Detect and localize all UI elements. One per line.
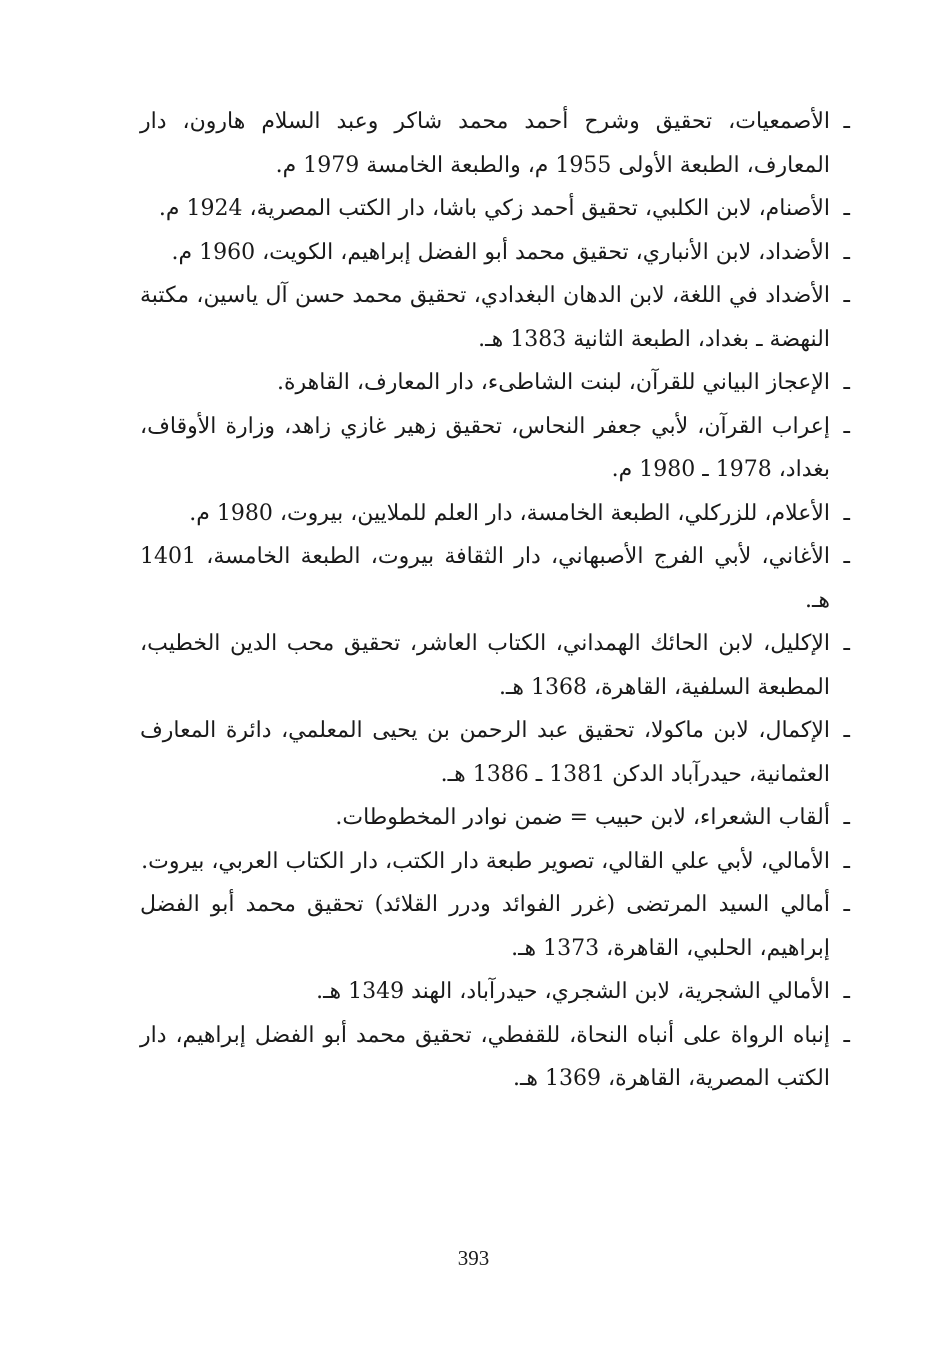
bibliography-entry (140, 274, 850, 361)
page-number: 393 (457, 1246, 490, 1270)
bibliography-entry (140, 100, 850, 187)
bibliography-entry (140, 796, 850, 840)
entry-dash: ـ (843, 544, 850, 569)
entry-dash: ـ (843, 979, 850, 1004)
entry-dash: ـ (843, 718, 850, 743)
bibliography-entry (140, 405, 850, 492)
entry-dash: ـ (843, 283, 850, 308)
entry-text: الأضداد، لابن الأنباري، تحقيق محمد أبو الفضل إبراهيم، الكويت، 1960 م. (171, 239, 830, 265)
entry-text: الأصنام، لابن الكلبي، تحقيق أحمد زكي باشا، دار الكتب المصرية، 1924 م. (158, 196, 830, 221)
entry-text: الأمالي، لأبي علي القالي، تصوير طبعة دار الكتب، دار الكتاب العربي، بيروت. (141, 848, 830, 874)
entry-text: الإعجاز البياني للقرآن، لبنت الشاطىء، دار المعارف، القاهرة. (277, 370, 830, 395)
bibliography-entry (140, 187, 850, 231)
entry-text: الأعلام، للزركلي، الطبعة الخامسة، دار العلم للملايين، بيروت، 1980 م. (189, 500, 830, 526)
bibliography-entry (140, 1014, 850, 1101)
entry-text: الإكليل، لابن الحائك الهمداني، الكتاب العاشر، تحقيق محب الدين الخطيب، المطبعة السلفية، القاهرة، 1368 هـ. (140, 631, 830, 700)
entry-text: الأضداد في اللغة، لابن الدهان البغدادي، تحقيق محمد حسن آل ياسين، مكتبة النهضة ـ بغداد، الطبعة الثانية 1383 هـ. (140, 283, 831, 352)
entry-dash: ـ (843, 196, 850, 221)
bibliography-entry (140, 970, 850, 1014)
entry-text: ألقاب الشعراء، لابن حبيب = ضمن نوادر المخطوطات. (335, 805, 830, 830)
bibliography-entry (140, 231, 850, 275)
bibliography-entry (140, 709, 850, 796)
entry-text: إعراب القرآن، لأبي جعفر النحاس، تحقيق زهير غازي زاهد، وزارة الأوقاف، بغداد، 1978 ـ 1980 م. (140, 413, 830, 482)
entry-text: الأغاني، لأبي الفرج الأصبهاني، دار الثقافة بيروت، الطبعة الخامسة، 1401 هـ. (140, 544, 830, 613)
bibliography-entry (140, 492, 850, 536)
bibliography-entry (140, 840, 850, 884)
entry-text: الأصمعيات، تحقيق وشرح أحمد محمد شاكر وعبد السلام هارون، دار المعارف، الطبعة الأولى 1955 م، والطبعة الخامسة 1979 م. (140, 109, 830, 178)
entry-text: الأمالي الشجرية، لابن الشجري، حيدرآباد، الهند 1349 هـ. (316, 979, 830, 1004)
bibliography-entry (140, 535, 850, 622)
entry-dash: ـ (843, 413, 850, 439)
entry-dash: ـ (843, 848, 850, 874)
entry-dash: ـ (843, 109, 850, 134)
bibliography-entry (140, 883, 850, 970)
bibliography-entry (140, 622, 850, 709)
entry-text: أمالي السيد المرتضى (غرر الفوائد ودرر القلائد) تحقيق محمد أبو الفضل إبراهيم، الحلبي، القاهرة، 1373 هـ. (140, 892, 830, 961)
bibliography-list (140, 100, 850, 1101)
entry-dash: ـ (843, 631, 850, 656)
entry-text: إنباه الرواة على أنباه النحاة، للقفطي، تحقيق محمد أبو الفضل إبراهيم، دار الكتب المصرية، القاهرة، 1369 هـ. (140, 1022, 830, 1091)
bibliography-entry (140, 361, 850, 405)
entry-dash: ـ (843, 500, 850, 526)
entry-dash: ـ (843, 805, 850, 830)
entry-text: الإكمال، لابن ماكولا، تحقيق عبد الرحمن بن يحيى المعلمي، دائرة المعارف العثمانية، حيدرآباد الدكن 1381 ـ 1386 هـ. (140, 718, 830, 787)
entry-dash: ـ (843, 239, 850, 265)
entry-dash: ـ (843, 370, 850, 395)
entry-dash: ـ (843, 1022, 850, 1048)
entry-dash: ـ (843, 892, 850, 917)
